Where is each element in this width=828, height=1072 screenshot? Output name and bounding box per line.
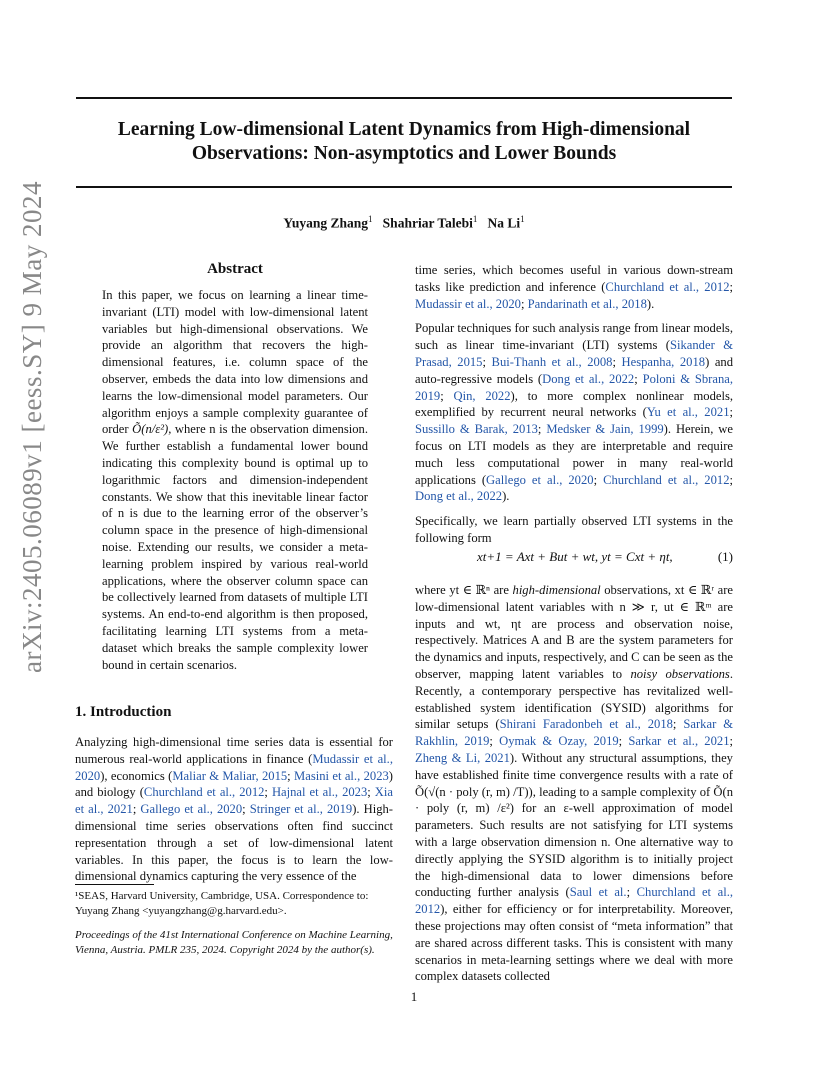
body-text: ) and biology (: [75, 768, 393, 800]
body-text: ;: [489, 734, 500, 749]
body-text: observations, xt ∈ ℝʳ are low-dimensional latent variables with n ≫ r, ut ∈ ℝᵐ are inputs and wt, ηt are process and observation noise, respectively. Matrices A and B are the system parameters for the dynamics and inputs, respectively, and C can be seen as the observer, mapping latent variables to: [415, 583, 733, 681]
equation-number: (1): [717, 549, 733, 564]
citation-link[interactable]: Qin, 2022: [453, 388, 511, 403]
citation-link[interactable]: Medsker & Jain, 1999: [546, 422, 664, 437]
paragraph: Specifically, we learn partially observed LTI systems in the following form: [415, 514, 733, 545]
citation-link[interactable]: Sarkar et al., 2021: [628, 734, 730, 749]
proceedings-note: Proceedings of the 41st International Conference on Machine Learning, Vienna, Austria. PMLR 235, 2024. Copyright 2024 by the author(s).: [75, 929, 393, 956]
paragraph: [415, 582, 733, 985]
page-number: 1: [410, 989, 418, 1004]
body-text: ;: [264, 785, 272, 800]
citation-link[interactable]: Churchland et al., 2012: [143, 785, 265, 800]
body-text: Popular techniques for such analysis range from linear models, such as linear time-invariant (LTI) systems (: [415, 321, 733, 353]
body-text: ;: [482, 354, 492, 369]
citation-link[interactable]: Masini et al., 2023: [294, 768, 389, 783]
body-text: where yt ∈ ℝⁿ are: [415, 583, 513, 597]
citation-link[interactable]: Bui-Thanh et al., 2008: [491, 354, 613, 369]
body-text: ;: [634, 371, 643, 386]
author-affil: 1: [472, 214, 478, 224]
citation-link[interactable]: Maliar & Maliar, 2015: [172, 768, 288, 783]
title-line-2: Observations: Non-asymptotics and Lower Bounds: [191, 143, 617, 164]
abstract-math: Õ(n/ε²): [132, 422, 169, 437]
body-text: ).: [646, 296, 655, 311]
emphasis: noisy observations: [630, 666, 730, 681]
paragraph: [415, 320, 733, 505]
paper-title: [76, 118, 732, 166]
author-name: Na Li: [487, 215, 521, 231]
body-text: Analyzing high-dimensional time series data is essential for numerous real-world applications in finance (: [75, 735, 393, 766]
right-column: [415, 262, 733, 555]
citation-link[interactable]: Churchland et al., 2012: [415, 885, 734, 917]
citation-link[interactable]: Dong et al., 2022: [415, 489, 503, 504]
citation-link[interactable]: Sussillo & Barak, 2013: [415, 422, 538, 437]
citation-link[interactable]: Hajnal et al., 2023: [271, 785, 368, 800]
section-heading: 1. Introduction: [75, 704, 172, 720]
title-line-1: Learning Low-dimensional Latent Dynamics from High-dimensional: [117, 119, 691, 140]
citation-link[interactable]: Saul et al.: [569, 885, 627, 900]
body-text: ). Herein, we focus on LTI models as they are interpretable and require much less computational power in many real-world applications (: [415, 422, 733, 487]
body-text: . Recently, a contemporary perspective has revitalized well-established system identification (SYSID) algorithms for similar setups (: [415, 666, 733, 732]
body-text: ;: [672, 717, 684, 732]
body-text: ;: [440, 388, 454, 403]
arxiv-sidebar: arXiv:2405.06089v1 [eess.SY] 9 May 2024: [17, 181, 47, 673]
intro-paragraph: [75, 734, 393, 885]
abstract-text: , where n is the observation dimension. We further establish a fundamental lower bound indicating this complexity bound is optimal up to logarithmic factors and dimension-independent constants. We show that this inevitable linear factor of n is due to the learning error of the observer’s column space in the presence of high-dimensional noise. Extending our results, we consider a meta-learning problem inspired by various real-world applications, where the observer column space can be collectively learned from datasets of multiple LTI systems. An end-to-end algorithm is then proposed, facilitating learning LTI systems from a meta-dataset which breaks the sample complexity lower bound in certain scenarios.: [102, 422, 368, 672]
author-list: [76, 214, 732, 232]
citation-link[interactable]: Sikander & Prasad, 2015: [415, 338, 733, 369]
author-name: Shahriar Talebi: [382, 215, 473, 231]
citation-link[interactable]: Xia et al., 2021: [75, 785, 393, 817]
body-text: time series, which becomes useful in various down-stream tasks like prediction and inference (: [415, 263, 733, 294]
abstract-heading: Abstract: [207, 261, 263, 277]
body-text: ;: [729, 734, 733, 749]
body-text: ;: [729, 279, 733, 294]
citation-link[interactable]: Churchland et al., 2012: [603, 472, 730, 487]
citation-link[interactable]: Zheng & Li, 2021: [415, 750, 510, 765]
footnote: ¹SEAS, Harvard University, Cambridge, USA. Correspondence to: Yuyang Zhang <yuyangzhang@g.harvard.edu>.: [75, 890, 369, 917]
citation-link[interactable]: Gallego et al., 2020: [486, 472, 594, 487]
abstract-text: In this paper, we focus on learning a linear time-invariant (LTI) model with low-dimensional latent variables but high-dimensional observations. We provide an algorithm that recovers the high-dimensional features, i.e. column space of the observer, embeds the data into low dimensions and learns the low-dimensional model parameters. Our algorithm enjoys a sample complexity guarantee of order: [102, 288, 368, 437]
body-text: ), economics (: [100, 768, 173, 783]
citation-link[interactable]: Yu et al., 2021: [646, 405, 730, 420]
body-text: ). Without any structural assumptions, they have established finite time convergence results with a rate of Õ(√(n · poly (r, m) /T)), leading to a sample complexity of Õ(n · poly (r, m) /ε²) for an ε-well approximation of model parameters. Such results are not satisfying for LTI systems with a large observation dimension n. One alternative way to directly applying the SYSID algorithm is to initially project the high-dimensional data to lower dimensions before conducting further analysis (: [415, 750, 733, 900]
citation-link[interactable]: Hespanha, 2018: [621, 354, 706, 369]
author-name: Yuyang Zhang: [283, 215, 369, 231]
paragraph: [415, 262, 733, 312]
citation-link[interactable]: Shirani Faradonbeh et al., 2018: [499, 717, 673, 732]
title-top-rule: [76, 97, 732, 99]
body-text: ), to more complex nonlinear models, exemplified by recurrent neural networks (: [415, 388, 733, 420]
body-text: ;: [612, 354, 622, 369]
title-bottom-rule: [76, 186, 732, 188]
citation-link[interactable]: Gallego et al., 2020: [140, 802, 243, 817]
right-column-continued: [415, 582, 733, 993]
citation-link[interactable]: Mudassir et al., 2020: [415, 296, 521, 311]
citation-link[interactable]: Stringer et al., 2019: [249, 802, 353, 817]
body-text: ;: [287, 768, 295, 783]
citation-link[interactable]: Mudassir et al., 2020: [75, 751, 393, 783]
body-text: ;: [626, 885, 637, 900]
body-text: ;: [367, 785, 375, 800]
citation-link[interactable]: Oymak & Ozay, 2019: [499, 734, 619, 749]
body-text: ;: [242, 802, 250, 817]
body-text: ;: [618, 734, 629, 749]
equation-body: xt+1 = Axt + But + wt, yt = Cxt + ηt,: [477, 549, 673, 564]
body-text: ;: [729, 405, 733, 420]
body-text: ;: [537, 422, 547, 437]
abstract-body: [102, 287, 368, 673]
body-text: ) and auto-regressive models (: [415, 354, 734, 386]
body-text: ;: [593, 472, 604, 487]
author-affil: 1: [368, 214, 373, 224]
citation-link[interactable]: Churchland et al., 2012: [605, 279, 730, 294]
citation-link[interactable]: Pandarinath et al., 2018: [527, 296, 647, 311]
body-text: ;: [132, 802, 141, 817]
citation-link[interactable]: Poloni & Sbrana, 2019: [415, 371, 733, 403]
citation-link[interactable]: Dong et al., 2022: [542, 371, 635, 386]
footnote-rule: [75, 884, 154, 885]
body-text: ).: [502, 489, 510, 504]
body-text: ), either for efficiency or for interpretability. Moreover, these projections may often consist of “meta information” that are shared across different tasks. This is consistent with many scenarios in meta-learning settings where we deal with more complex datasets collected: [415, 902, 733, 984]
body-text: ). High-dimensional time series observations often find succinct representation through a set of low-dimensional latent variables. In this paper, the focus is to learn the low-dimensional dynamics capturing the very essence of the: [75, 802, 393, 884]
body-text: ;: [729, 472, 733, 487]
body-text: ;: [520, 296, 528, 311]
citation-link[interactable]: Sarkar & Rakhlin, 2019: [415, 717, 734, 749]
author-affil: 1: [520, 214, 525, 224]
emphasis: high-dimensional: [512, 583, 601, 597]
